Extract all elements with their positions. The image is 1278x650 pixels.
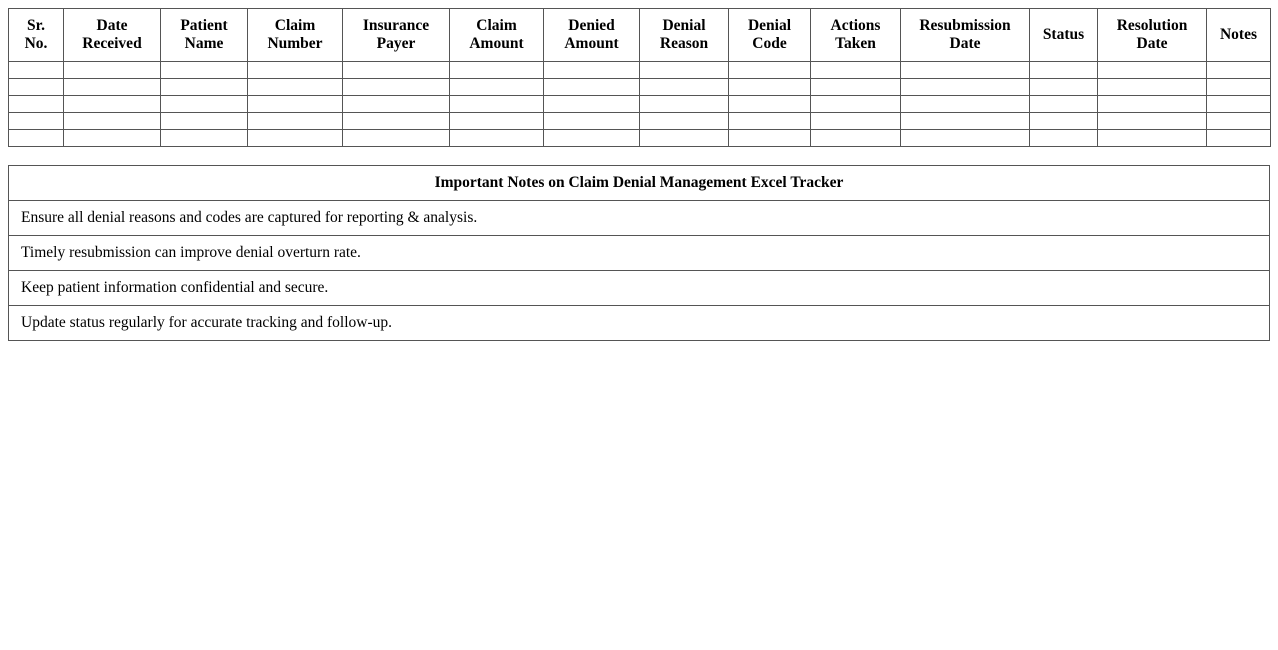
table-row	[9, 79, 1271, 96]
table-cell[interactable]	[343, 96, 450, 113]
column-header-text: Number	[267, 35, 323, 52]
table-cell[interactable]	[64, 96, 161, 113]
column-header-text: Date	[96, 17, 128, 34]
table-cell[interactable]	[1098, 79, 1207, 96]
important-notes-table	[8, 165, 1270, 341]
column-header	[1030, 9, 1098, 62]
table-cell[interactable]	[1098, 96, 1207, 113]
table-cell[interactable]	[811, 79, 901, 96]
column-header-text: Payer	[376, 35, 416, 52]
column-header-text: Name	[184, 35, 224, 52]
table-cell[interactable]	[64, 79, 161, 96]
column-header	[161, 9, 248, 62]
table-cell[interactable]	[544, 130, 640, 147]
column-header-text: No.	[24, 35, 48, 52]
column-header	[544, 9, 640, 62]
table-cell[interactable]	[343, 130, 450, 147]
table-cell[interactable]	[343, 113, 450, 130]
table-cell[interactable]	[450, 130, 544, 147]
table-cell[interactable]	[343, 79, 450, 96]
column-header-text: Sr.	[27, 17, 45, 34]
column-header-text: Taken	[835, 35, 876, 52]
table-cell[interactable]	[1207, 62, 1271, 79]
column-header-text: Notes	[1219, 26, 1258, 43]
column-header	[729, 9, 811, 62]
column-header-text: Received	[82, 35, 142, 52]
table-cell[interactable]	[161, 96, 248, 113]
column-header-text: Denial	[662, 17, 706, 34]
note-item: Timely resubmission can improve denial overturn rate.	[9, 236, 1270, 271]
table-cell[interactable]	[450, 96, 544, 113]
table-cell[interactable]	[248, 130, 343, 147]
column-header-text: Claim	[476, 17, 517, 34]
table-cell[interactable]	[248, 96, 343, 113]
note-item: Update status regularly for accurate tracking and follow-up.	[9, 306, 1270, 341]
table-cell[interactable]	[1098, 113, 1207, 130]
table-cell[interactable]	[544, 96, 640, 113]
column-header-text: Reason	[659, 35, 709, 52]
table-row	[9, 62, 1271, 79]
column-header-text: Resolution	[1116, 17, 1188, 34]
claim-denial-tracker-table	[8, 8, 1271, 147]
table-cell[interactable]	[1207, 130, 1271, 147]
table-cell[interactable]	[161, 130, 248, 147]
table-row	[9, 96, 1271, 113]
table-cell[interactable]	[161, 62, 248, 79]
table-cell[interactable]	[248, 62, 343, 79]
table-cell[interactable]	[729, 79, 811, 96]
table-cell[interactable]	[901, 130, 1030, 147]
column-header	[64, 9, 161, 62]
table-cell[interactable]	[901, 79, 1030, 96]
table-cell[interactable]	[729, 130, 811, 147]
table-cell[interactable]	[9, 96, 64, 113]
column-header	[1098, 9, 1207, 62]
table-cell[interactable]	[9, 79, 64, 96]
table-cell[interactable]	[901, 62, 1030, 79]
table-row	[9, 113, 1271, 130]
table-cell[interactable]	[811, 62, 901, 79]
table-cell[interactable]	[9, 113, 64, 130]
table-cell[interactable]	[64, 62, 161, 79]
note-item: Keep patient information confidential and secure.	[9, 271, 1270, 306]
table-cell[interactable]	[544, 79, 640, 96]
table-cell[interactable]	[640, 113, 729, 130]
column-header-text: Claim	[274, 17, 316, 34]
column-header-text: Patient	[180, 17, 228, 34]
column-header-text: Code	[752, 35, 787, 52]
table-cell[interactable]	[343, 62, 450, 79]
note-item: Ensure all denial reasons and codes are captured for reporting & analysis.	[9, 201, 1270, 236]
table-cell[interactable]	[9, 130, 64, 147]
table-cell[interactable]	[640, 130, 729, 147]
table-cell[interactable]	[811, 113, 901, 130]
table-cell[interactable]	[1207, 113, 1271, 130]
column-header	[450, 9, 544, 62]
table-cell[interactable]	[248, 79, 343, 96]
column-header-text: Denied	[568, 17, 615, 34]
table-cell[interactable]	[811, 130, 901, 147]
table-cell[interactable]	[161, 113, 248, 130]
table-cell[interactable]	[1207, 96, 1271, 113]
column-header	[248, 9, 343, 62]
table-cell[interactable]	[640, 96, 729, 113]
table-cell[interactable]	[544, 62, 640, 79]
notes-title: Important Notes on Claim Denial Management Excel Tracker	[9, 166, 1270, 201]
column-header	[901, 9, 1030, 62]
table-cell[interactable]	[729, 113, 811, 130]
table-cell[interactable]	[450, 113, 544, 130]
column-header-text: Date	[1136, 35, 1168, 52]
table-cell[interactable]	[811, 96, 901, 113]
column-header	[343, 9, 450, 62]
table-cell[interactable]	[1098, 62, 1207, 79]
table-cell[interactable]	[1030, 96, 1098, 113]
column-header	[9, 9, 64, 62]
table-cell[interactable]	[1207, 79, 1271, 96]
column-header	[640, 9, 729, 62]
column-header-text: Resubmission	[919, 17, 1011, 34]
table-cell[interactable]	[450, 62, 544, 79]
column-header-text: Denial	[747, 17, 792, 34]
table-cell[interactable]	[729, 62, 811, 79]
column-header-text: Status	[1042, 26, 1085, 43]
column-header-text: Date	[949, 35, 981, 52]
table-cell[interactable]	[1030, 79, 1098, 96]
table-cell[interactable]	[161, 79, 248, 96]
table-cell[interactable]	[1030, 130, 1098, 147]
table-cell[interactable]	[450, 79, 544, 96]
header-row	[9, 9, 1271, 62]
table-cell[interactable]	[1030, 62, 1098, 79]
column-header	[1207, 9, 1271, 62]
table-row	[9, 130, 1271, 147]
table-cell[interactable]	[640, 62, 729, 79]
table-cell[interactable]	[544, 113, 640, 130]
column-header-text: Actions	[830, 17, 881, 34]
table-cell[interactable]	[248, 113, 343, 130]
table-cell[interactable]	[9, 62, 64, 79]
table-cell[interactable]	[1030, 113, 1098, 130]
table-cell[interactable]	[640, 79, 729, 96]
table-cell[interactable]	[901, 113, 1030, 130]
table-cell[interactable]	[1098, 130, 1207, 147]
column-header	[811, 9, 901, 62]
column-header-text: Amount	[469, 35, 524, 52]
table-cell[interactable]	[901, 96, 1030, 113]
column-header-text: Amount	[564, 35, 619, 52]
table-cell[interactable]	[64, 113, 161, 130]
table-cell[interactable]	[64, 130, 161, 147]
column-header-text: Insurance	[362, 17, 430, 34]
table-cell[interactable]	[729, 96, 811, 113]
